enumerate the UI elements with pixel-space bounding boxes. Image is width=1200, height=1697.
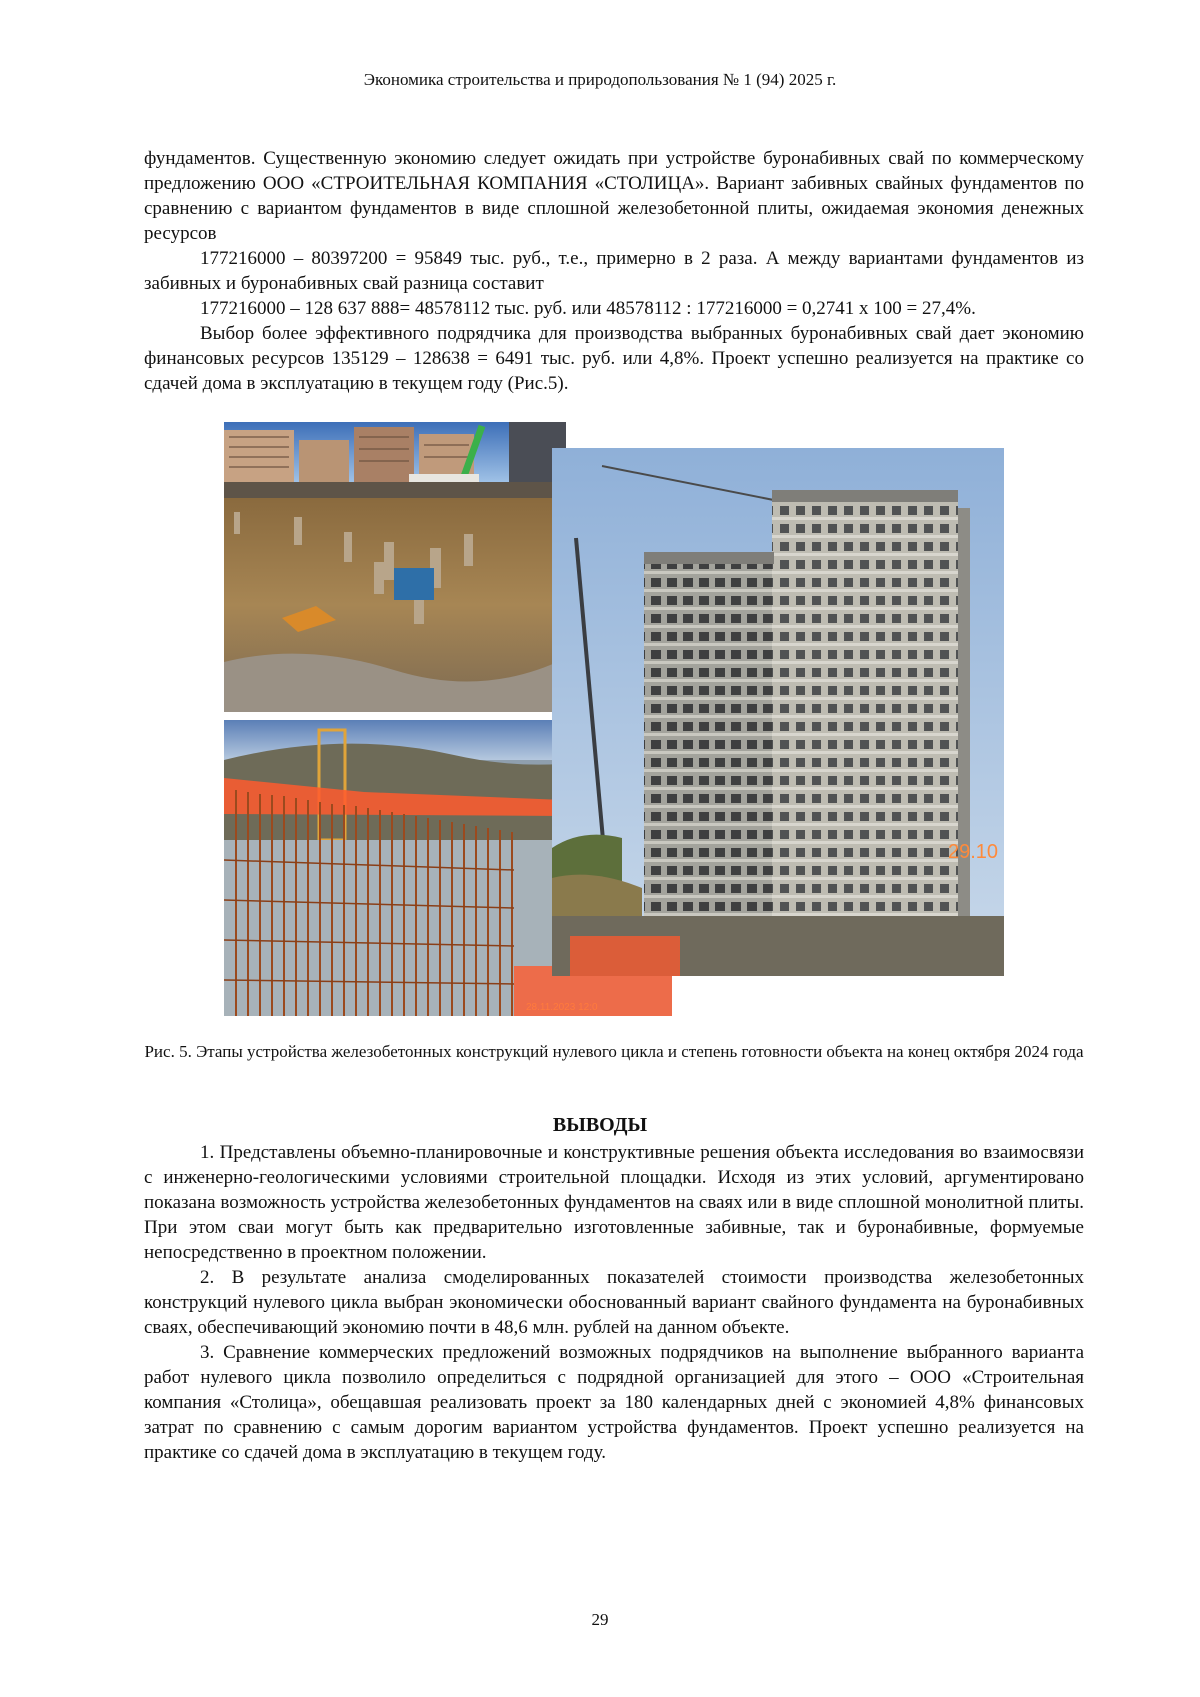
conclusion-2: 2. В результате анализа смоделированных показателей стоимости производства железобетонных конструкций нулевого цикла выбран экономически обоснованный вариант свайного фундамента на буронабивных сваях, обеспечивающий экономию почти в 48,6 млн. рублей на данном объекте.: [144, 1267, 1084, 1338]
photo-date-stamp-2: 29.10: [948, 841, 999, 863]
photo-residential-tower: [552, 448, 1004, 976]
photo-pile-field-image: [224, 422, 566, 712]
journal-header: Экономика строительства и природопользования № 1 (94) 2025 г.: [363, 70, 837, 89]
photo-date-stamp-1: 28.11.2023 12:0: [526, 1002, 598, 1013]
conclusions-block: [144, 1140, 1084, 1465]
figure-caption: Рис. 5. Этапы устройства железобетонных конструкций нулевого цикла и степень готовности объекта на конец октября 2024 года: [144, 1042, 1084, 1061]
top-text-block: [144, 146, 1084, 396]
conclusion-3: 3. Сравнение коммерческих предложений возможных подрядчиков на выполнение выбранного варианта работ нулевого цикла позволило определиться с подрядной организацией для этого – ООО «Строительная компания «Столица», обещавшая реализовать проект за 180 календарных дней с экономией 4,8% финансовых затрат по сравнению с самым дорогим вариантом устройства фундаментов. Проект успешно реализуется на практике со сдачей дома в эксплуатацию в текущем году.: [144, 1342, 1084, 1463]
paragraph-calculation-2: 177216000 – 128 637 888= 48578112 тыс. руб. или 48578112 : 177216000 = 0,2741 x 100 = 27,4%.: [200, 298, 976, 319]
paragraph-continuation: фундаментов. Существенную экономию следует ожидать при устройстве буронабивных свай по коммерческому предложению ООО «СТРОИТЕЛЬНАЯ КОМПАНИЯ «СТОЛИЦА». Вариант забивных свайных фундаментов по сравнению с вариантом фундаментов в виде сплошной железобетонной плиты, ожидаемая экономия денежных ресурсов: [144, 148, 1084, 244]
conclusion-1: 1. Представлены объемно-планировочные и конструктивные решения объекта исследования во взаимосвязи с инженерно-геологическими условиями строительной площадки. Исходя из этих условий, аргументировано показана возможность устройства железобетонных фундаментов на сваях или в виде сплошной монолитной плиты. При этом сваи могут быть как предварительно изготовленные забивные, так и буронабивные, формуемые непосредственно в проектном положении.: [144, 1142, 1084, 1263]
paragraph-calculation-1: 177216000 – 80397200 = 95849 тыс. руб., т.е., примерно в 2 раза. А между вариантами фундаментов из забивных и буронабивных свай разница составит: [144, 248, 1084, 294]
section-title-conclusions: ВЫВОДЫ: [552, 1114, 648, 1136]
photo-pile-field: [224, 422, 566, 712]
photo-residential-tower-image: [552, 448, 1004, 976]
paragraph-contractor-choice: Выбор более эффективного подрядчика для производства выбранных буронабивных свай дает экономию финансовых ресурсов 135129 – 128638 = 6491 тыс. руб. или 4,8%. Проект успешно реализуется на практике со сдачей дома в эксплуатацию в текущем году (Рис.5).: [144, 323, 1084, 394]
figure-5: [224, 422, 1004, 1016]
page-number: 29: [591, 1610, 609, 1629]
